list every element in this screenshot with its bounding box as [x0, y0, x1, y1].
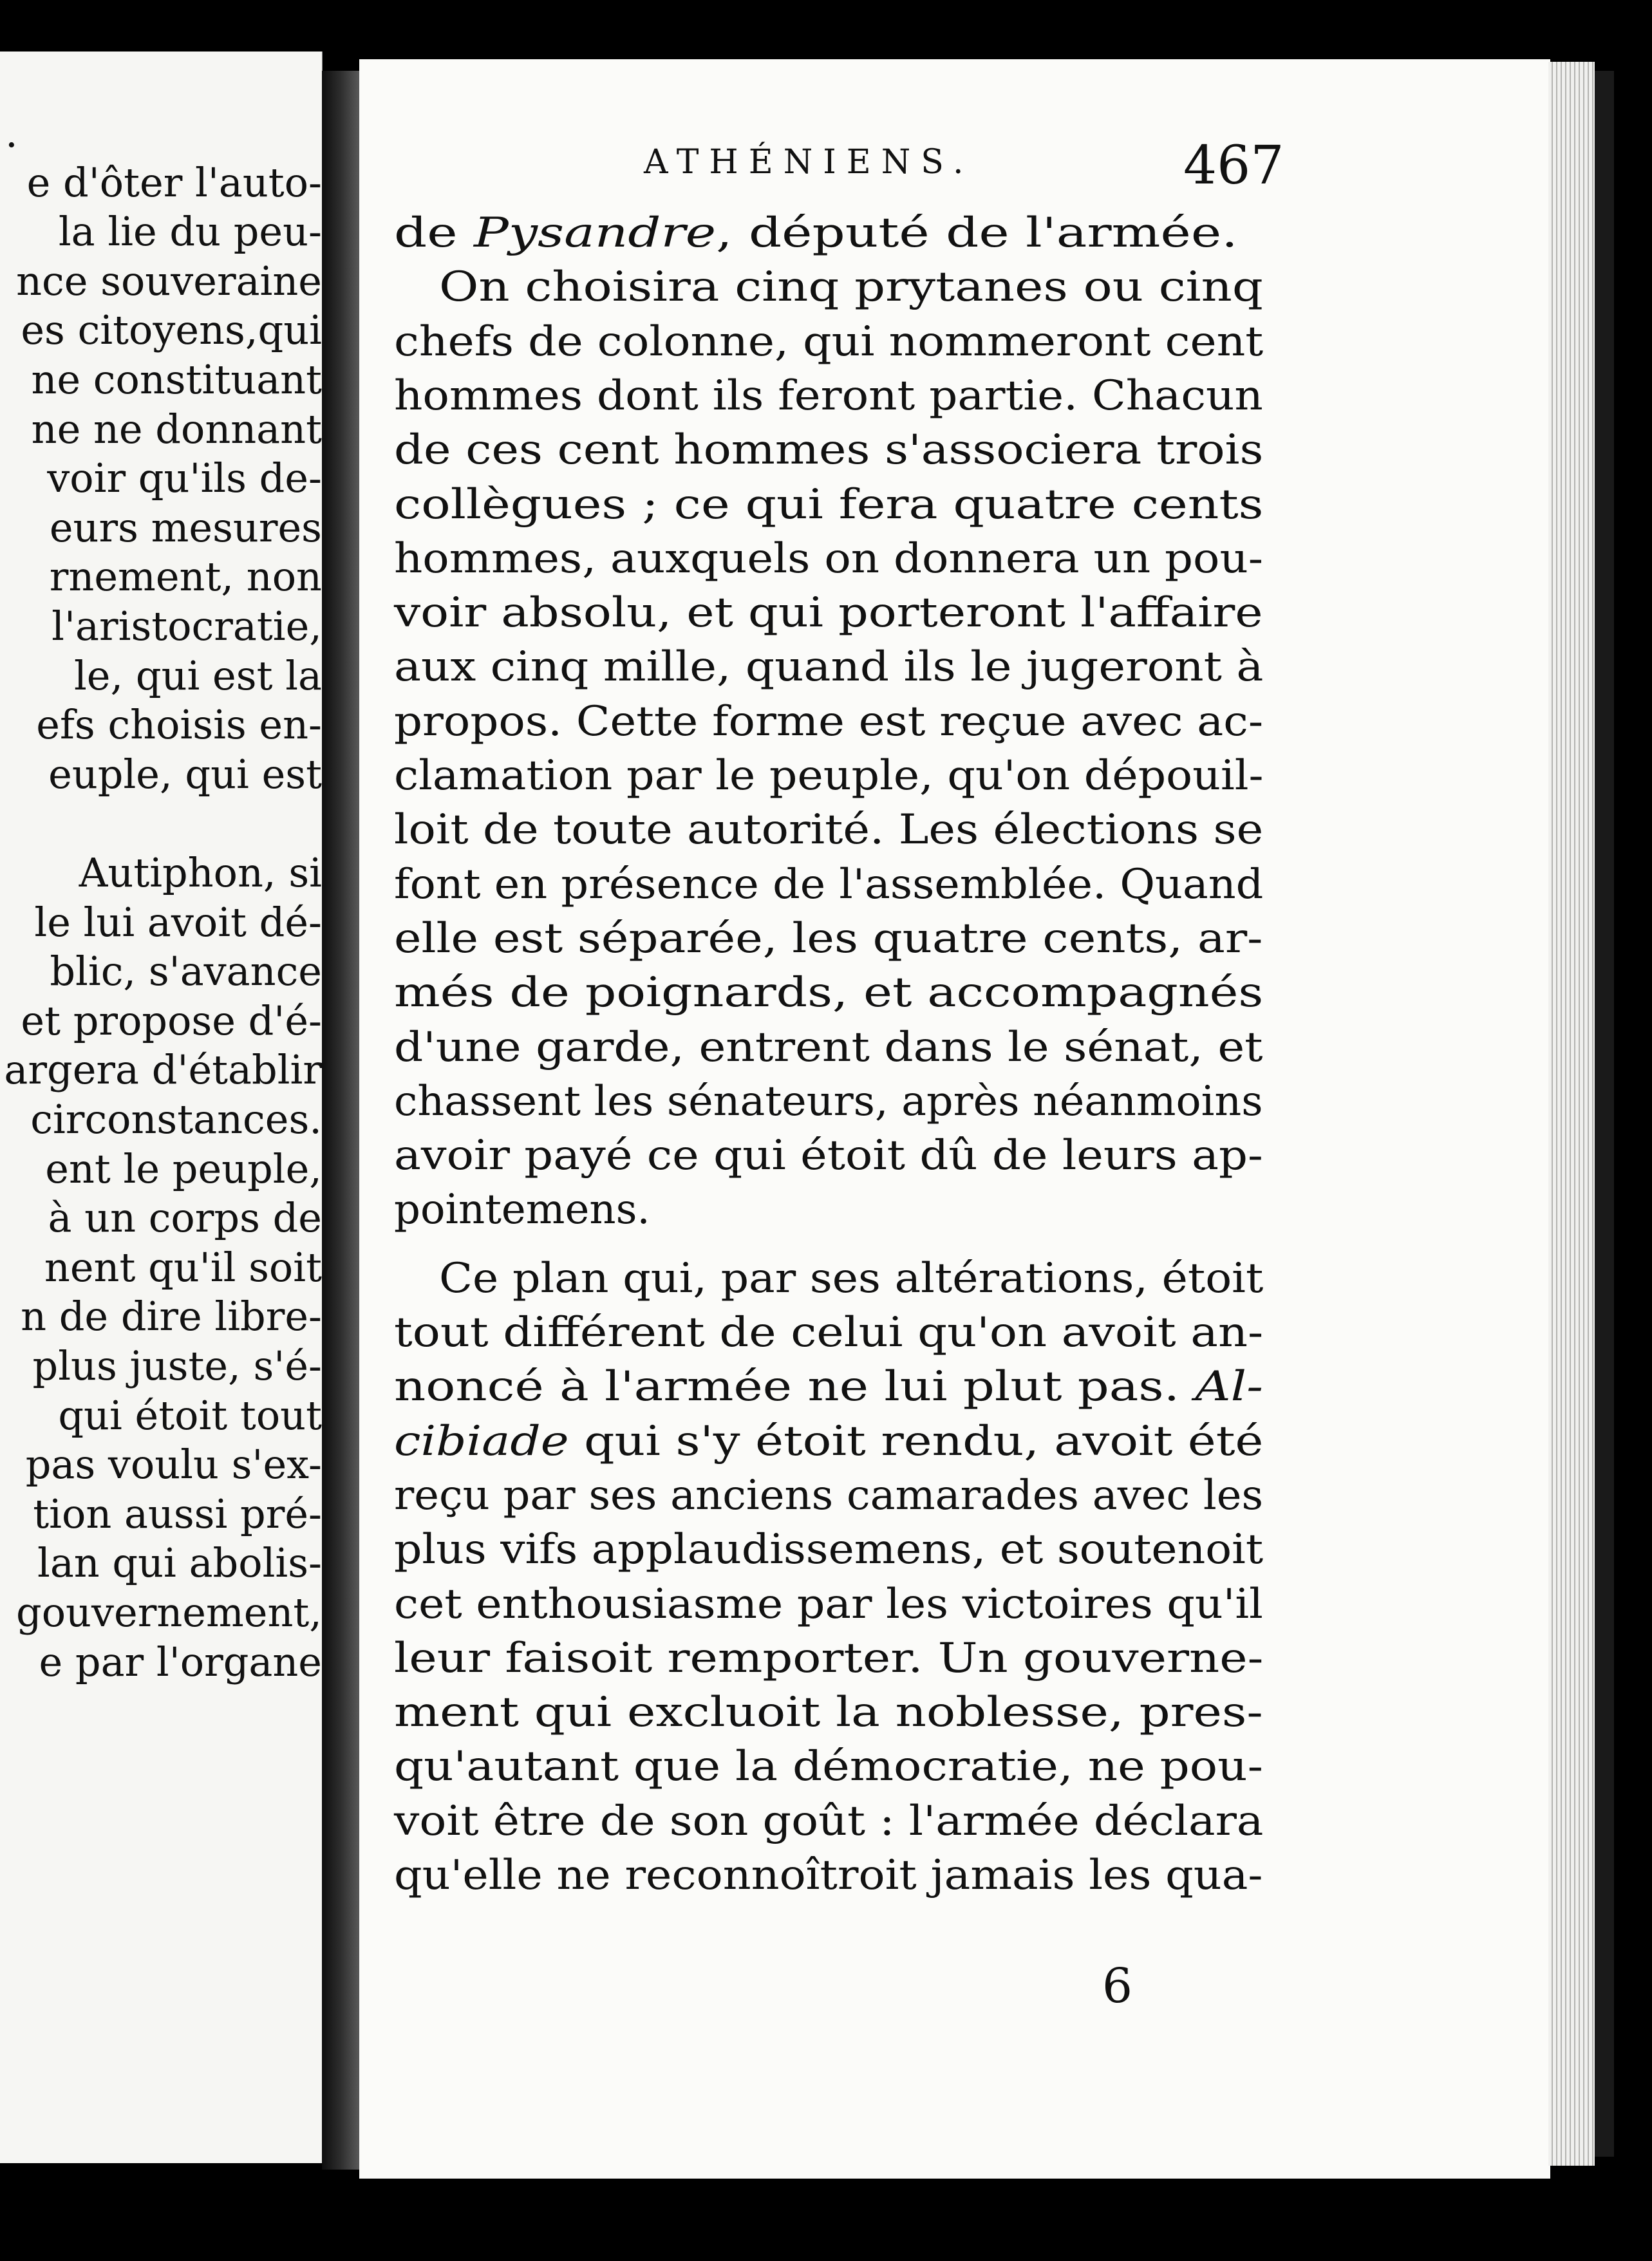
- text-segment: de: [394, 209, 474, 257]
- text-segment: reçu par ses anciens camarades avec les: [394, 1471, 1264, 1519]
- text-line: [394, 1797, 1263, 1845]
- text-line: [394, 1132, 1263, 1179]
- signature-mark: 6: [1102, 1958, 1133, 2014]
- text-segment: cet enthousiasme par les victoires qu'il: [394, 1580, 1263, 1628]
- text-segment: propos. Cette forme est reçue avec ac-: [394, 697, 1264, 746]
- page-number: 467: [1183, 135, 1284, 196]
- text-line: [394, 318, 1263, 366]
- text-line: [394, 1472, 1263, 1519]
- italic-name: Pysandre: [473, 209, 717, 257]
- text-line: [394, 1024, 1263, 1071]
- italic-name: Al-: [1195, 1363, 1263, 1411]
- book-gutter: [322, 71, 361, 2170]
- left-page-line: plus juste, s'é-: [32, 1342, 322, 1389]
- left-page-line: .: [5, 109, 18, 156]
- text-segment: pointemens.: [394, 1186, 650, 1234]
- text-segment: collègues ; ce qui fera quatre cents: [394, 480, 1264, 529]
- text-line: [439, 263, 1263, 311]
- text-line: [394, 1852, 1262, 1899]
- left-page-line: la lie du peu-: [58, 208, 322, 256]
- left-page-line: nce souveraine: [16, 257, 322, 305]
- left-page-line: blic, s'avance: [50, 948, 322, 995]
- text-line: [394, 1309, 1263, 1356]
- text-segment: voir absolu, et qui porteront l'affaire: [394, 589, 1263, 637]
- text-segment: On choisira cinq prytanes ou cinq: [439, 263, 1263, 312]
- left-page-line: argera d'établir: [4, 1046, 322, 1094]
- left-page-line: lan qui abolis-: [37, 1539, 322, 1587]
- text-segment: qui s'y étoit rendu, avoit été: [568, 1417, 1264, 1465]
- left-page-line: e d'ôter l'auto-: [26, 158, 322, 206]
- left-page-line: le lui avoit dé-: [34, 898, 322, 946]
- left-page-line: Autiphon, si: [79, 849, 322, 896]
- left-page-line: circonstances.: [30, 1096, 322, 1143]
- left-page-line: qui étoit tout: [58, 1391, 322, 1439]
- text-segment: de ces cent hommes s'associera trois: [394, 426, 1264, 474]
- left-page-line: ne ne donnant: [31, 405, 322, 453]
- left-page-line: tion aussi pré-: [33, 1490, 322, 1537]
- left-page-line: et propose d'é-: [21, 997, 322, 1044]
- text-segment: voit être de son goût : l'armée déclara: [394, 1797, 1264, 1845]
- text-line: [394, 969, 1263, 1017]
- left-page-line: euple, qui est: [48, 750, 322, 798]
- text-segment: loit de toute autorité. Les élections se: [394, 806, 1264, 854]
- text-line: [394, 861, 1263, 908]
- left-page-line: gouvernement,: [16, 1589, 322, 1636]
- text-segment: més de poignards, et accompagnés: [394, 969, 1264, 1017]
- text-line: [394, 426, 1263, 474]
- book-cover-edge: [1595, 71, 1614, 2157]
- text-segment: qu'autant que la démocratie, ne pou-: [394, 1743, 1263, 1791]
- left-page-line: nent qu'il soit: [44, 1243, 322, 1291]
- left-page-line: à un corps de: [48, 1194, 322, 1242]
- text-segment: noncé à l'armée ne lui plut pas.: [394, 1363, 1196, 1411]
- text-segment: elle est séparée, les quatre cents, ar-: [394, 914, 1263, 962]
- text-line: [394, 698, 1263, 746]
- text-line: [394, 1743, 1263, 1790]
- left-page-line: voir qu'ils de-: [47, 455, 322, 502]
- text-line: [394, 1418, 1263, 1465]
- text-segment: chefs de colonne, qui nommeront cent: [394, 317, 1264, 366]
- text-segment: plus vifs applaudissemens, et soutenoit: [394, 1526, 1264, 1574]
- text-segment: chassent les sénateurs, après néanmoins: [394, 1077, 1263, 1125]
- text-segment: , député de l'armée.: [716, 209, 1238, 257]
- text-line: [394, 1635, 1263, 1682]
- left-page-line: pas voulu s'ex-: [25, 1441, 322, 1488]
- italic-name: cibiade: [394, 1417, 569, 1465]
- text-line: [394, 1363, 1263, 1411]
- left-page-line: es citoyens,qui: [21, 306, 322, 354]
- text-line: [394, 1526, 1263, 1573]
- left-page-line: efs choisis en-: [36, 701, 322, 749]
- left-page-line: l'aristocratie,: [52, 603, 322, 650]
- left-page-line: rnement, non: [49, 553, 322, 601]
- text-line: [394, 643, 1263, 691]
- left-page-line: le, qui est la: [73, 652, 322, 699]
- text-line: [394, 1186, 650, 1234]
- left-page-line: eurs mesures: [49, 503, 322, 551]
- text-segment: hommes, auxquels on donnera un pou-: [394, 534, 1264, 583]
- text-line: [394, 1689, 1263, 1736]
- text-segment: avoir payé ce qui étoit dû de leurs ap-: [394, 1132, 1263, 1180]
- text-line: [394, 806, 1263, 854]
- text-segment: ment qui excluoit la noblesse, pres-: [394, 1689, 1263, 1737]
- left-page-line: ent le peuple,: [45, 1145, 322, 1192]
- text-line: [394, 481, 1263, 529]
- text-segment: tout différent de celui qu'on avoit an-: [394, 1309, 1264, 1356]
- text-line: [439, 1255, 1263, 1302]
- running-head: ATHÉNIENS.: [644, 143, 974, 182]
- text-segment: qu'elle ne reconnoîtroit jamais les qua-: [394, 1852, 1263, 1899]
- text-segment: leur faisoit remporter. Un gouverne-: [394, 1634, 1264, 1682]
- text-line: [394, 1078, 1263, 1125]
- text-line: [394, 752, 1263, 800]
- page-edges: [1548, 62, 1595, 2166]
- text-line: [394, 1581, 1263, 1628]
- text-segment: aux cinq mille, quand ils le jugeront à: [394, 643, 1264, 691]
- text-line: [394, 209, 1238, 257]
- text-line: [394, 372, 1263, 420]
- text-line: [394, 589, 1262, 637]
- text-segment: Ce plan qui, par ses altérations, étoit: [439, 1254, 1264, 1302]
- text-segment: clamation par le peuple, qu'on dépouil-: [394, 752, 1264, 800]
- text-line: [394, 915, 1262, 962]
- text-segment: d'une garde, entrent dans le sénat, et: [394, 1023, 1263, 1071]
- left-page-line: n de dire libre-: [21, 1293, 322, 1340]
- left-page-line: ne constituant: [31, 356, 322, 403]
- text-line: [394, 535, 1263, 583]
- left-page-line: e par l'organe: [39, 1638, 322, 1685]
- text-segment: hommes dont ils feront partie. Chacun: [394, 371, 1263, 420]
- left-page: [0, 52, 323, 2163]
- text-segment: font en présence de l'assemblée. Quand: [394, 860, 1264, 908]
